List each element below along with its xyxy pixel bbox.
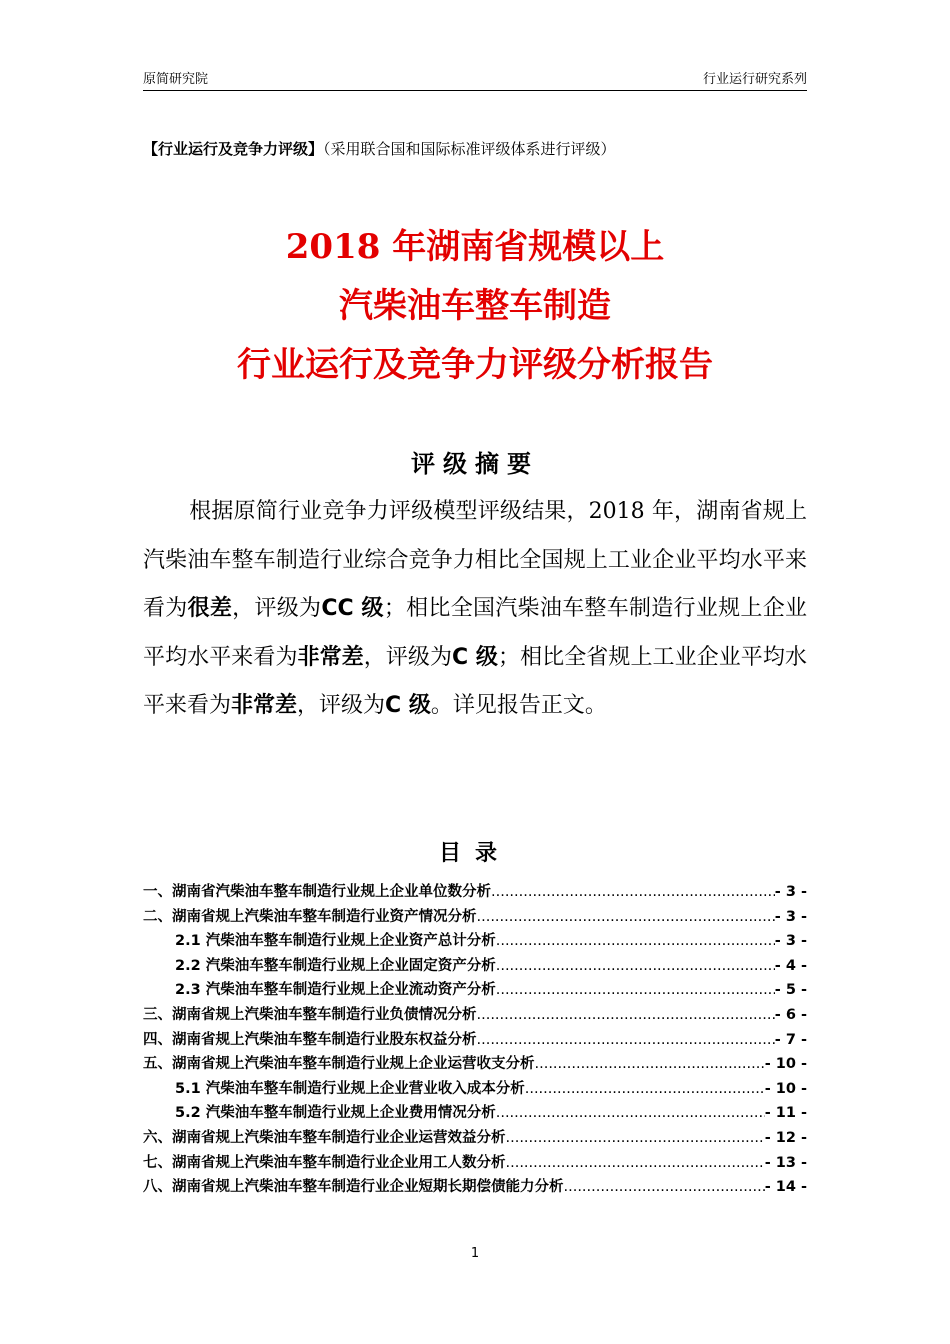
- toc-entry[interactable]: [143, 1126, 807, 1151]
- toc-entry[interactable]: [143, 880, 807, 905]
- toc-entry-label: 三、湖南省规上汽柴油车整车制造行业负债情况分析: [143, 1006, 477, 1023]
- toc-leader-dots: [496, 1101, 765, 1126]
- header-series: 行业运行研究系列: [702, 72, 807, 87]
- toc-leader-dots: [496, 978, 775, 1003]
- toc-entry-label: 二、湖南省规上汽柴油车整车制造行业资产情况分析: [143, 908, 477, 925]
- summary-text-3: ；相比全国汽柴油车整车制造行业规上企业平均水平来看为: [143, 596, 807, 670]
- toc-entry-label: 2.3 汽柴油车整车制造行业规上企业流动资产分析: [175, 982, 496, 999]
- header-institute: 原简研究院: [143, 72, 209, 87]
- toc-entry-label: 七、湖南省规上汽柴油车整车制造行业企业用工人数分析: [143, 1154, 506, 1171]
- grade-national-industrial: CC 级: [321, 596, 384, 621]
- toc-entry[interactable]: [143, 929, 807, 954]
- toc-entry[interactable]: [143, 905, 807, 930]
- toc-entry-label: 五、湖南省规上汽柴油车整车制造行业规上企业运营收支分析: [143, 1056, 535, 1073]
- summary-text-1: 根据原简行业竞争力评级模型评级结果，2018 年，湖南省规上汽柴油车整车制造行业综合竞争力相比全国规上工业企业平均水平来看为: [143, 499, 807, 621]
- toc-entry[interactable]: [143, 1175, 807, 1200]
- table-of-contents: [143, 880, 807, 1200]
- toc-entry[interactable]: [143, 1052, 807, 1077]
- toc-entry-label: 八、湖南省规上汽柴油车整车制造行业企业短期长期偿债能力分析: [143, 1179, 564, 1196]
- toc-entry-page: - 3 -: [774, 884, 807, 900]
- toc-entry[interactable]: [143, 954, 807, 979]
- summary-text-2: ，评级为: [232, 596, 322, 621]
- toc-entry[interactable]: [143, 1077, 807, 1102]
- summary-text-6: ，评级为: [297, 693, 386, 718]
- toc-leader-dots: [506, 1126, 765, 1151]
- toc-entry-page: - 7 -: [774, 1031, 807, 1048]
- toc-entry-page: - 5 -: [774, 982, 807, 999]
- toc-entry-label: 5.1 汽柴油车整车制造行业规上企业营业收入成本分析: [175, 1080, 525, 1097]
- summary-text-7: 。详见报告正文。: [430, 693, 607, 718]
- toc-entry-label: 2.1 汽柴油车整车制造行业规上企业资产总计分析: [175, 933, 496, 950]
- toc-leader-dots: [491, 880, 775, 905]
- rating-note: [143, 138, 807, 159]
- toc-entry[interactable]: [143, 1101, 807, 1126]
- toc-leader-dots: [564, 1175, 765, 1200]
- toc-entry-label: 四、湖南省规上汽柴油车整车制造行业股东权益分析: [143, 1031, 477, 1048]
- toc-entry-page: - 14 -: [764, 1179, 807, 1196]
- title-line-3: 行业运行及竞争力评级分析报告: [237, 345, 713, 385]
- toc-entry-page: - 12 -: [764, 1129, 807, 1146]
- toc-entry-page: - 3 -: [774, 908, 807, 925]
- toc-leader-dots: [496, 954, 775, 979]
- title-line-2: 汽柴油车整车制造: [339, 286, 611, 326]
- rating-note-bold: 【行业运行及竞争力评级】: [143, 140, 324, 158]
- grade-national-sector: C 级: [452, 644, 498, 670]
- grade-provincial-industrial: C 级: [385, 693, 431, 718]
- rating-note-paren: （采用联合国和国际标准评级体系进行评级）: [323, 140, 616, 158]
- toc-heading: 目录: [438, 841, 511, 866]
- report-title: [100, 218, 850, 395]
- toc-entry-label: 5.2 汽柴油车整车制造行业规上企业费用情况分析: [175, 1105, 496, 1122]
- toc-entry-page: - 4 -: [774, 957, 807, 974]
- toc-entry-page: - 3 -: [774, 933, 807, 950]
- toc-leader-dots: [496, 929, 775, 954]
- toc-leader-dots: [477, 905, 775, 930]
- title-line-1: 2018 年湖南省规模以上: [285, 227, 665, 267]
- toc-leader-dots: [506, 1151, 765, 1176]
- rating-provincial-industrial: 非常差: [231, 693, 298, 718]
- toc-entry-label: 2.2 汽柴油车整车制造行业规上企业固定资产分析: [175, 957, 496, 974]
- summary-heading: 评级摘要: [411, 450, 539, 478]
- toc-entry-page: - 10 -: [764, 1056, 807, 1073]
- toc-leader-dots: [477, 1028, 775, 1053]
- toc-entry-page: - 10 -: [764, 1080, 807, 1097]
- toc-leader-dots: [477, 1003, 775, 1028]
- toc-leader-dots: [525, 1077, 765, 1102]
- rating-national-sector: 非常差: [297, 644, 364, 670]
- toc-entry-label: 六、湖南省规上汽柴油车整车制造行业企业运营效益分析: [143, 1129, 506, 1146]
- toc-leader-dots: [535, 1052, 765, 1077]
- toc-entry[interactable]: [143, 978, 807, 1003]
- toc-entry-page: - 6 -: [774, 1006, 807, 1023]
- page-number: 1: [470, 1246, 480, 1261]
- toc-entry-label: 一、湖南省汽柴油车整车制造行业规上企业单位数分析: [143, 884, 491, 900]
- summary-text-4: ，评级为: [363, 644, 453, 670]
- toc-entry[interactable]: [143, 1028, 807, 1053]
- summary-paragraph: [143, 488, 807, 731]
- toc-entry-page: - 13 -: [764, 1154, 807, 1171]
- page-header: [143, 66, 807, 91]
- toc-entry[interactable]: [143, 1151, 807, 1176]
- toc-entry[interactable]: [143, 1003, 807, 1028]
- toc-entry-page: - 11 -: [764, 1105, 807, 1122]
- rating-national-industrial: 很差: [187, 596, 233, 621]
- summary-text-5: ；相比全省规上工业企业平均水平来看为: [143, 644, 807, 718]
